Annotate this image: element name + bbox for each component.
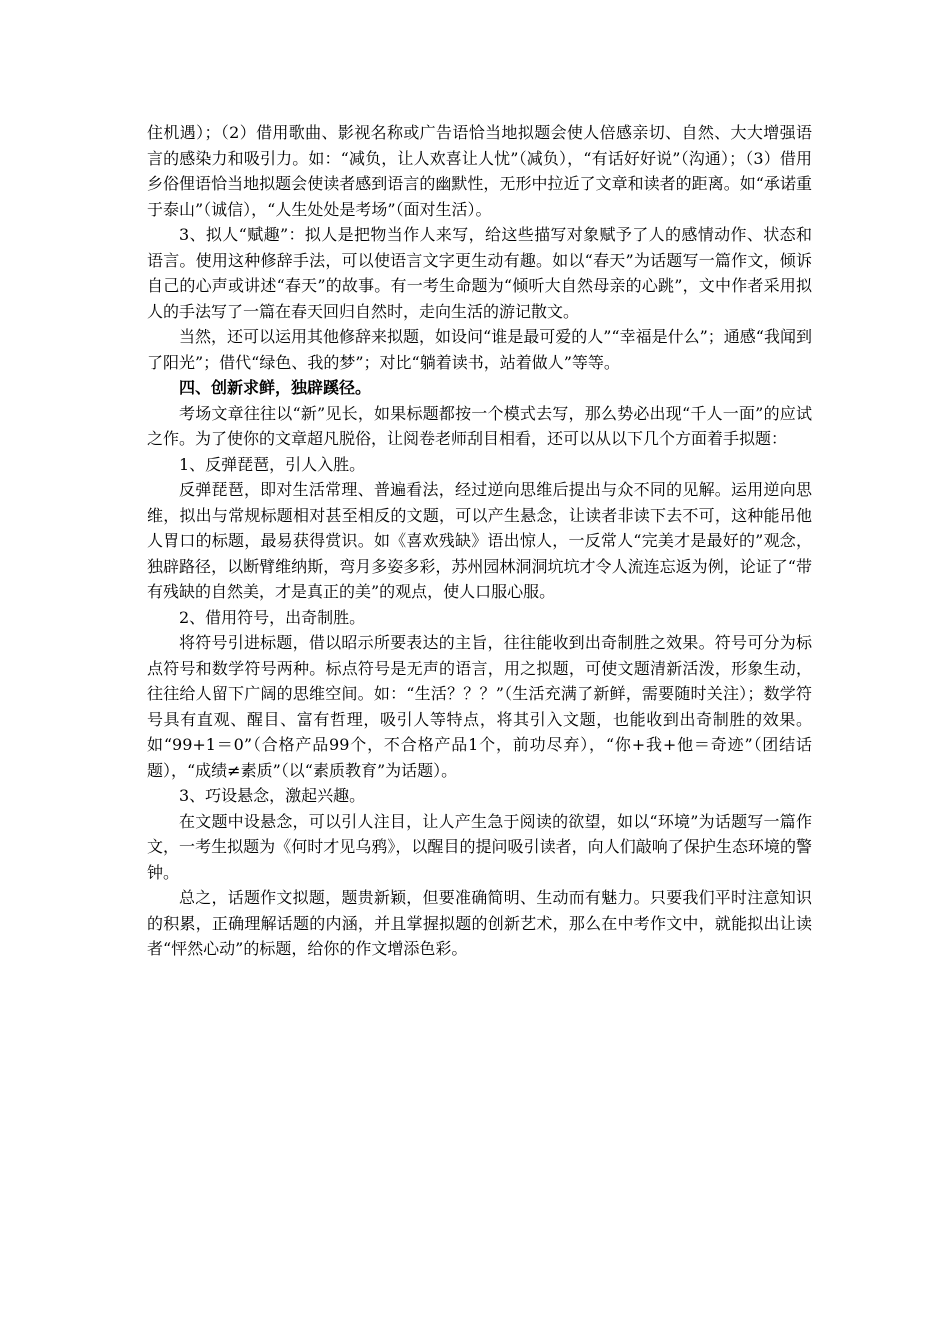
paragraph-conclusion: 总之，话题作文拟题，题贵新颖，但要准确简明、生动而有魅力。只要我们平时注意知识的积累，正确理解话题的内涵，并且掌握拟题的创新艺术，那么在中考作文中，就能拟出让读者“怦然心动”的标题，给你的作文增添色彩。 <box>147 888 812 958</box>
subheading-reverse-thinking: 1、反弹琵琶，引人入胜。 <box>179 454 366 474</box>
paragraph-reverse-thinking: 反弹琵琶，即对生活常理、普遍看法，经过逆向思维后提出与众不同的见解。运用逆向思维，拟出与常规标题相对甚至相反的文题，可以产生悬念，让读者非读下去不可，这种能吊他人胃口的标题，最易获得赏识。如《喜欢残缺》语出惊人，一反常人“完美才是最好的”观念，独辟路径，以断臂维纳斯，弯月多姿多彩，苏州园林洞洞坑坑才令人流连忘返为例，论证了“带有残缺的自然美，才是真正的美”的观点，使人口服心服。 <box>147 480 812 601</box>
paragraph-continuation: 住机遇）；（2）借用歌曲、影视名称或广告语恰当地拟题会使人倍感亲切、自然、大大增强语言的感染力和吸引力。如：“减负，让人欢喜让人忧”（减负），“有话好好说”（沟通）；（3）借用乡俗俚语恰当地拟题会使读者感到语言的幽默性，无形中拉近了文章和读者的距离。如“承诺重于泰山”（诚信），“人生处处是考场”（面对生活）。 <box>147 123 812 219</box>
paragraph-personification: 3、拟人“赋趣”：拟人是把物当作人来写，给这些描写对象赋予了人的感情动作、状态和语言。使用这种修辞手法，可以使语言文字更生动有趣。如以“春天”为话题写一篇作文，倾诉自己的心声或讲述“春天”的故事。有一考生命题为“倾听大自然母亲的心跳”，文中作者采用拟人的手法写了一篇在春天回归自然时，走向生活的游记散文。 <box>147 225 812 321</box>
document-body <box>147 120 812 962</box>
paragraph-intro-innovation: 考场文章往往以“新”见长，如果标题都按一个模式去写，那么势必出现“千人一面”的应试之作。为了使你的文章超凡脱俗，让阅卷老师刮目相看，还可以从以下几个方面着手拟题： <box>147 403 812 448</box>
paragraph-suspense: 在文题中设悬念，可以引人注目，让人产生急于阅读的欲望，如以“环境”为话题写一篇作文，一考生拟题为《何时才见乌鸦》，以醒目的提问吸引读者，向人们敲响了保护生态环境的警钟。 <box>147 811 812 882</box>
paragraph-other-rhetoric: 当然，还可以运用其他修辞来拟题，如设问“谁是最可爱的人”“幸福是什么”；通感“我闻到了阳光”；借代“绿色、我的梦”；对比“躺着读书，站着做人”等等。 <box>147 327 812 372</box>
subheading-suspense: 3、巧设悬念，激起兴趣。 <box>179 786 366 805</box>
subheading-symbols: 2、借用符号，出奇制胜。 <box>179 607 366 627</box>
paragraph-symbols: 将符号引进标题，借以昭示所要表达的主旨，往往能收到出奇制胜之效果。符号可分为标点符号和数学符号两种。标点符号是无声的语言，用之拟题，可使文题清新活泼，形象生动，往往给人留下广阔的思维空间。如：“生活？？？”（生活充满了新鲜，需要随时关注）；数学符号具有直观、醒目、富有哲理，吸引人等特点，将其引入文题，也能收到出奇制胜的效果。如“99+1＝0”（合格产品99个，不合格产品1个，前功尽弃），“你+我+他＝奇迹”（团结话题），“成绩≠素质”（以“素质教育”为话题）。 <box>147 633 812 780</box>
section-heading: 四、创新求鲜，独辟蹊径。 <box>179 378 372 397</box>
